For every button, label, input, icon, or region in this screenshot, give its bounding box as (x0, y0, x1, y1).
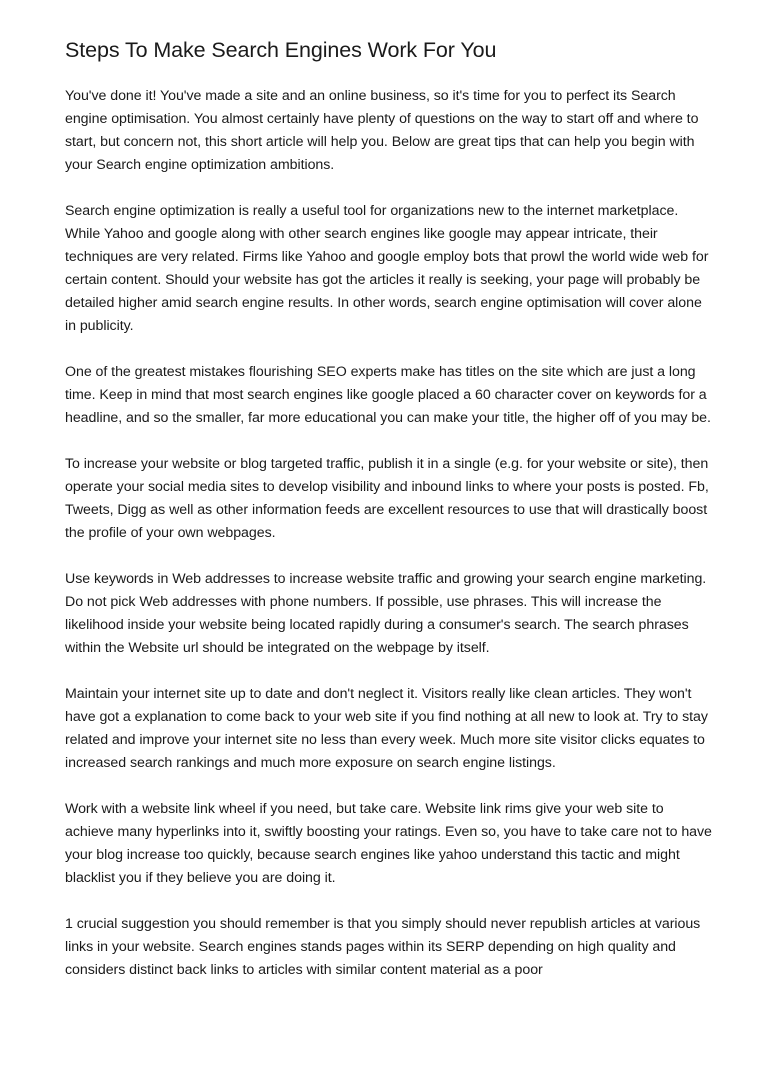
paragraph: 1 crucial suggestion you should remember is that you simply should never republish articles at various links in your website. Search engines stands pages within its SERP depending on high quality and considers distinct back links to articles with similar content material as a poor (65, 916, 701, 978)
paragraph: Search engine optimization is really a useful tool for organizations new to the internet marketplace. While Yahoo and google along with other search engines like google may appear intricate, their techniques are very related. Firms like Yahoo and google employ bots that prowl the world wide web for certain content. Should your website has got the articles it really is seeking, your page will probably be detailed higher amid search engine results. In other words, search engine optimisation will cover alone in publicity. (65, 203, 709, 334)
paragraph: Use keywords in Web addresses to increase website traffic and growing your search engine marketing. Do not pick Web addresses with phone numbers. If possible, use phrases. This will increase the likelihood inside your website being located rapidly during a consumer's search. The search phrases within the Website url should be integrated on the webpage by itself. (65, 571, 707, 656)
article-body (65, 85, 715, 982)
document-page (65, 0, 715, 1087)
paragraph: To increase your website or blog targeted traffic, publish it in a single (e.g. for your website or site), then operate your social media sites to develop visibility and inbound links to where your posts is posted. Fb, Tweets, Digg as well as other information feeds are excellent resources to use that will drastically boost the profile of your own webpages. (65, 456, 709, 541)
paragraph: Maintain your internet site up to date and don't neglect it. Visitors really like clean articles. They won't have got a explanation to come back to your web site if you find nothing at all new to look at. Try to stay related and improve your internet site no less than every week. Much more site visitor clicks equates to increased search rankings and much more exposure on search engine listings. (65, 686, 708, 771)
page-title: Steps To Make Search Engines Work For You (65, 38, 497, 62)
paragraph: Work with a website link wheel if you need, but take care. Website link rims give your web site to achieve many hyperlinks into it, swiftly boosting your ratings. Even so, you have to take care not to have your blog increase too quickly, because search engines like yahoo understand this tactic and might blacklist you if they believe you are doing it. (65, 801, 712, 886)
paragraph: One of the greatest mistakes flourishing SEO experts make has titles on the site which are just a long time. Keep in mind that most search engines like google placed a 60 character cover on keywords for a headline, and so the smaller, far more educational you can make your title, the higher off of you may be. (65, 364, 711, 426)
paragraph: You've done it! You've made a site and an online business, so it's time for you to perfect its Search engine optimisation. You almost certainly have plenty of questions on the way to start off and where to start, but concern not, this short article will help you. Below are great tips that can help you begin with your Search engine optimization ambitions. (65, 88, 699, 173)
